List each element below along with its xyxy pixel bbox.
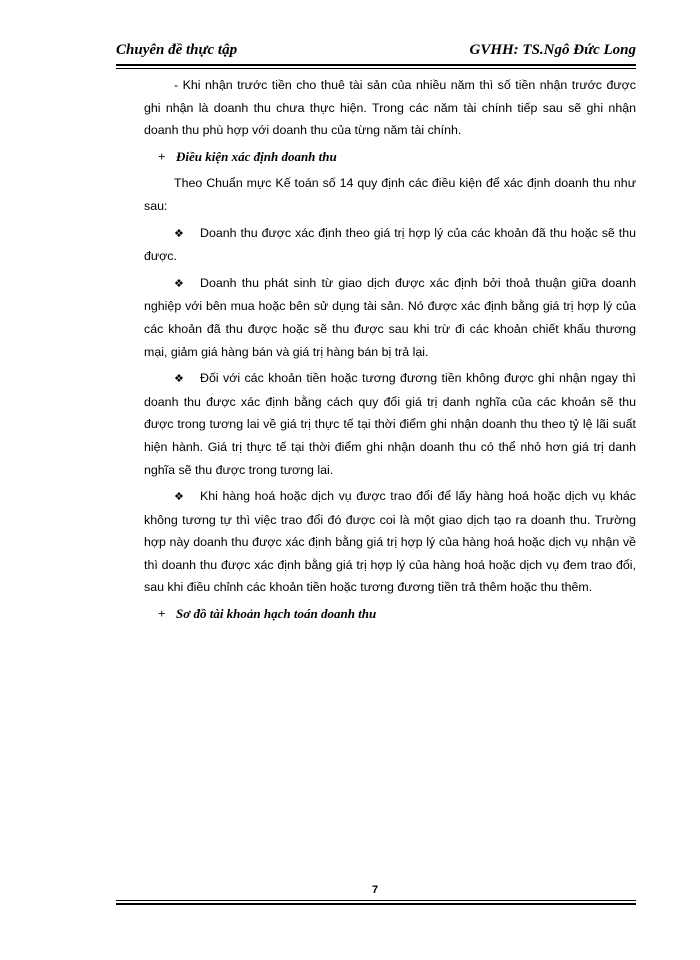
page-body	[144, 74, 636, 630]
diamond-bullet-icon: ❖	[174, 276, 184, 290]
bullet-item-fair-value	[144, 222, 636, 268]
diamond-bullet-icon: ❖	[174, 490, 184, 504]
header-rule-thin	[116, 68, 636, 69]
bullet-item-deferred-cash	[144, 367, 636, 481]
diamond-bullet-icon: ❖	[174, 372, 184, 386]
section-heading-conditions	[144, 146, 636, 169]
heading-plus-marker: +	[158, 606, 166, 622]
page-number: 7	[371, 884, 379, 896]
bullet-item-exchange	[144, 485, 636, 599]
bullet-text: Đối với các khoản tiền hoặc tương đương tiền không được ghi nhận ngay thì doanh thu được xác định bằng cách quy đổi giá trị danh nghĩa của các khoản sẽ thu được trong tương lai về giá trị thực tế tại thời điểm ghi nhận doanh thu theo tỷ lệ lãi suất hiện hành. Giá trị thực tế tại thời điểm ghi nhận doanh thu có thể nhỏ hơn giá trị danh nghĩa sẽ thu được trong tương lai.	[144, 371, 636, 477]
header-title: Chuyên đề thực tập	[116, 42, 238, 58]
header-advisor: GVHH: TS.Ngô Đức Long	[469, 42, 636, 58]
bullet-text: Doanh thu phát sinh từ giao dịch được xác định bởi thoả thuận giữa doanh nghiệp với bên mua hoặc bên sử dụng tài sản. Nó được xác định bằng giá trị hợp lý của các khoản đã thu được hoặc sẽ thu được sau khi trừ đi các khoản chiết khấu thương mại, giảm giá hàng bán và giá trị hàng bán bị trả lại.	[144, 275, 636, 359]
paragraph-advance-rent: - Khi nhận trước tiền cho thuê tài sản của nhiều năm thì số tiền nhận trước được ghi nhận là doanh thu chưa thực hiện. Trong các năm tài chính tiếp sau sẽ ghi nhận doanh thu phù hợp với doanh thu của từng năm tài chính.	[144, 78, 636, 138]
heading-text: Điều kiện xác định doanh thu	[176, 148, 337, 164]
diamond-bullet-icon: ❖	[174, 226, 184, 240]
bullet-item-agreement	[144, 272, 636, 363]
page-header	[116, 38, 636, 62]
paragraph-standard-14: Theo Chuẩn mực Kế toán số 14 quy định các điều kiện để xác định doanh thu như sau:	[144, 176, 636, 213]
heading-plus-marker: +	[158, 148, 166, 164]
header-rule-thick	[116, 64, 636, 66]
bullet-text: Doanh thu được xác định theo giá trị hợp lý của các khoản đã thu hoặc sẽ thu được.	[144, 225, 636, 264]
footer-rule-thin	[116, 900, 636, 901]
section-heading-account-diagram	[144, 603, 636, 626]
bullet-text: Khi hàng hoá hoặc dịch vụ được trao đổi để lấy hàng hoá hoặc dịch vụ khác không tương tự thì việc trao đổi đó được coi là một giao dịch tạo ra doanh thu. Trường hợp này doanh thu được xác định bằng giá trị hợp lý của hàng hoá hoặc dịch vụ nhận về thì doanh thu được xác định bằng giá trị hợp lý của hàng hoá hoặc dịch vụ đem trao đổi, sau khi điều chỉnh các khoản tiền hoặc tương đương tiền trả thêm hoặc thu thêm.	[144, 489, 636, 595]
heading-text: Sơ đồ tài khoản hạch toán doanh thu	[176, 606, 377, 622]
footer-rule-thick	[116, 903, 636, 905]
